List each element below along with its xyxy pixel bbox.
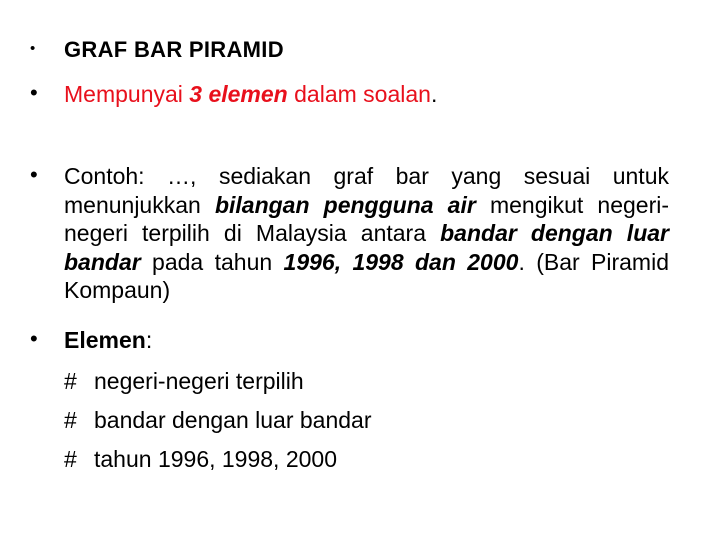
- bullet-icon: •: [30, 80, 38, 105]
- hash-icon: #: [64, 407, 77, 433]
- text-fragment: . (Bar Piramid Kompaun): [64, 248, 669, 303]
- elemen-bullet: [30, 326, 152, 354]
- text-fragment: Contoh: …, sediakan graf bar yang sesuai untuk menunjukkan: [64, 163, 669, 218]
- text-fragment: pada tahun: [140, 248, 284, 275]
- hash-icon: #: [64, 446, 77, 472]
- text-fragment: Mempunyai: [64, 81, 190, 107]
- emphasis-text: bilangan pengguna air: [214, 191, 476, 218]
- sub-item-text: negeri-negeri terpilih: [94, 368, 304, 394]
- sub-item: [64, 406, 372, 434]
- sub-item: [64, 367, 304, 395]
- bullet-icon: •: [30, 40, 36, 57]
- elemen-label: Elemen: [64, 327, 146, 353]
- colon: :: [145, 327, 153, 353]
- sub-item-text: tahun 1996, 1998, 2000: [94, 446, 338, 472]
- emphasis-text: bandar dengan luar bandar: [64, 220, 669, 275]
- text-fragment: dalam soalan: [287, 81, 431, 107]
- example-bullet: [30, 162, 675, 305]
- sub-item: [64, 445, 337, 473]
- bullet-icon: •: [30, 162, 38, 187]
- bullet-icon: •: [30, 326, 38, 351]
- period: .: [430, 81, 438, 107]
- sub-item-text: bandar dengan luar bandar: [94, 407, 372, 433]
- emphasis-text: 1996, 1998 dan 2000: [283, 248, 519, 275]
- text-fragment: mengikut negeri-negeri terpilih di Malaysia antara: [64, 191, 670, 246]
- example-text: [64, 162, 669, 305]
- elements-count-text: [64, 80, 437, 108]
- elements-count-bullet: [30, 80, 437, 108]
- emphasis-text: 3 elemen: [189, 81, 288, 107]
- title-bullet: [30, 36, 284, 64]
- elemen-heading: [64, 326, 152, 354]
- hash-icon: #: [64, 368, 77, 394]
- slide-title: GRAF BAR PIRAMID: [64, 37, 284, 62]
